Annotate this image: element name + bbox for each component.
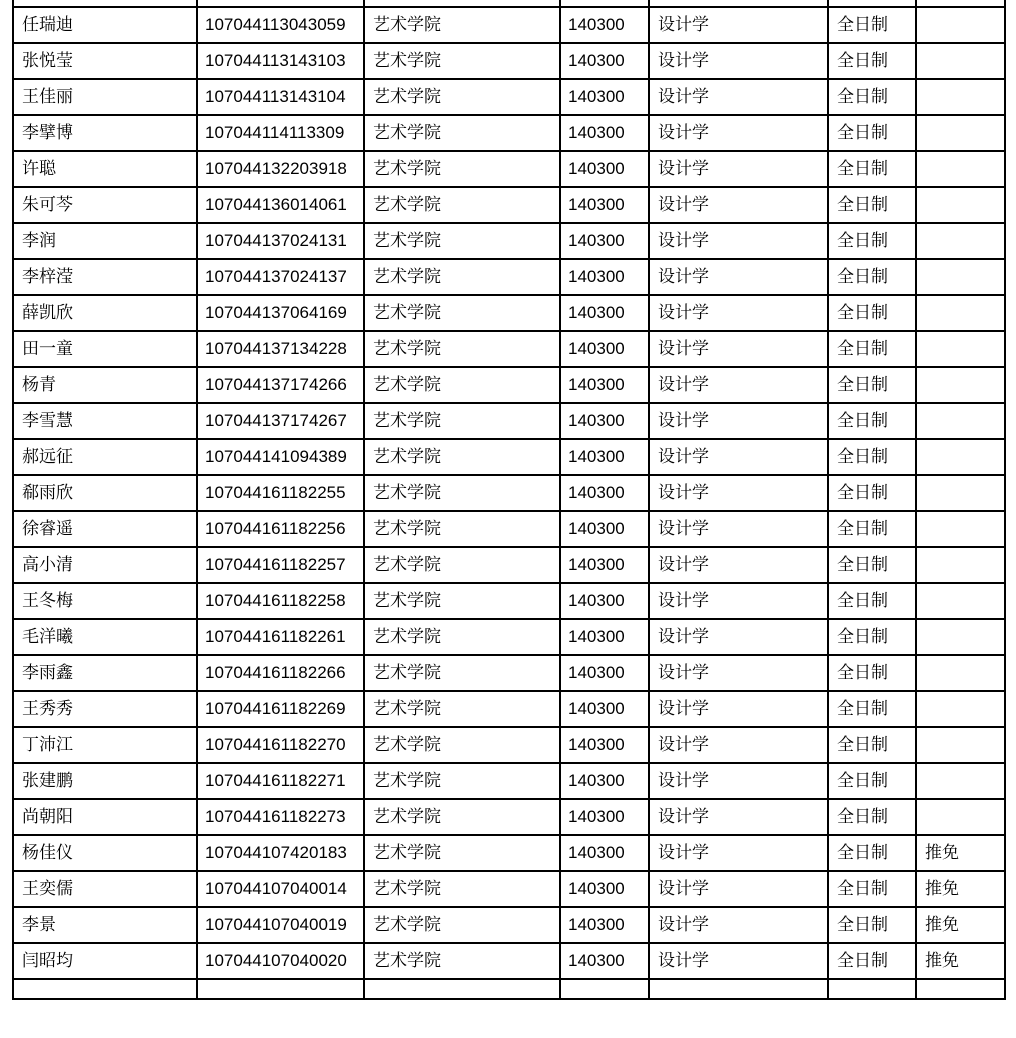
major-code-cell: 140300 (560, 259, 649, 295)
note-cell (916, 511, 1005, 547)
student-name-cell: 田一童 (13, 331, 197, 367)
major-code-cell: 140300 (560, 799, 649, 835)
college-cell: 艺术学院 (364, 619, 560, 655)
note-cell: 推免 (916, 871, 1005, 907)
table-row (13, 223, 1005, 259)
student-name-cell: 许聪 (13, 151, 197, 187)
note-cell (916, 727, 1005, 763)
study-mode-cell: 全日制 (828, 79, 916, 115)
study-mode-cell: 全日制 (828, 475, 916, 511)
note-cell (916, 691, 1005, 727)
table-cell (197, 0, 364, 7)
study-mode-cell: 全日制 (828, 835, 916, 871)
major-code-cell: 140300 (560, 79, 649, 115)
major-code-cell: 140300 (560, 7, 649, 43)
candidate-id-cell: 107044161182256 (197, 511, 364, 547)
study-mode-cell: 全日制 (828, 943, 916, 979)
table-row (13, 583, 1005, 619)
major-cell: 设计学 (649, 79, 828, 115)
major-code-cell: 140300 (560, 763, 649, 799)
major-code-cell: 140300 (560, 115, 649, 151)
major-code-cell: 140300 (560, 295, 649, 331)
candidate-id-cell: 107044161182271 (197, 763, 364, 799)
table-row-clipped-top (13, 0, 1005, 7)
student-name-cell: 薛凯欣 (13, 295, 197, 331)
major-code-cell: 140300 (560, 403, 649, 439)
table-row (13, 475, 1005, 511)
candidate-id-cell: 107044107040020 (197, 943, 364, 979)
candidate-id-cell: 107044161182273 (197, 799, 364, 835)
major-code-cell: 140300 (560, 439, 649, 475)
study-mode-cell: 全日制 (828, 7, 916, 43)
note-cell (916, 655, 1005, 691)
note-cell (916, 259, 1005, 295)
note-cell (916, 115, 1005, 151)
study-mode-cell: 全日制 (828, 151, 916, 187)
college-cell: 艺术学院 (364, 511, 560, 547)
study-mode-cell: 全日制 (828, 799, 916, 835)
major-cell: 设计学 (649, 799, 828, 835)
study-mode-cell: 全日制 (828, 691, 916, 727)
table-cell (13, 0, 197, 7)
candidate-id-cell: 107044141094389 (197, 439, 364, 475)
major-code-cell: 140300 (560, 727, 649, 763)
student-name-cell: 李雪慧 (13, 403, 197, 439)
table-cell (560, 979, 649, 999)
major-cell: 设计学 (649, 295, 828, 331)
candidate-id-cell: 107044113043059 (197, 7, 364, 43)
note-cell (916, 79, 1005, 115)
major-cell: 设计学 (649, 223, 828, 259)
table-row (13, 727, 1005, 763)
study-mode-cell: 全日制 (828, 727, 916, 763)
table-row (13, 943, 1005, 979)
note-cell (916, 547, 1005, 583)
college-cell: 艺术学院 (364, 727, 560, 763)
candidate-id-cell: 107044107040014 (197, 871, 364, 907)
college-cell: 艺术学院 (364, 691, 560, 727)
major-cell: 设计学 (649, 43, 828, 79)
major-cell: 设计学 (649, 439, 828, 475)
note-cell (916, 7, 1005, 43)
major-cell: 设计学 (649, 151, 828, 187)
major-code-cell: 140300 (560, 547, 649, 583)
student-name-cell: 尚朝阳 (13, 799, 197, 835)
major-cell: 设计学 (649, 331, 828, 367)
major-cell: 设计学 (649, 871, 828, 907)
candidate-id-cell: 107044137174267 (197, 403, 364, 439)
major-cell: 设计学 (649, 763, 828, 799)
candidate-id-cell: 107044107040019 (197, 907, 364, 943)
study-mode-cell: 全日制 (828, 223, 916, 259)
table-row (13, 403, 1005, 439)
note-cell (916, 223, 1005, 259)
study-mode-cell: 全日制 (828, 511, 916, 547)
college-cell: 艺术学院 (364, 799, 560, 835)
table-row (13, 7, 1005, 43)
table-cell (916, 979, 1005, 999)
table-row (13, 655, 1005, 691)
major-cell: 设计学 (649, 835, 828, 871)
major-cell: 设计学 (649, 727, 828, 763)
college-cell: 艺术学院 (364, 43, 560, 79)
major-code-cell: 140300 (560, 187, 649, 223)
major-code-cell: 140300 (560, 655, 649, 691)
candidate-id-cell: 107044114113309 (197, 115, 364, 151)
student-name-cell: 杨佳仪 (13, 835, 197, 871)
major-cell: 设计学 (649, 691, 828, 727)
student-name-cell: 李擘博 (13, 115, 197, 151)
note-cell (916, 619, 1005, 655)
study-mode-cell: 全日制 (828, 187, 916, 223)
table-cell (364, 0, 560, 7)
college-cell: 艺术学院 (364, 115, 560, 151)
note-cell (916, 187, 1005, 223)
note-cell (916, 403, 1005, 439)
student-name-cell: 朱可芩 (13, 187, 197, 223)
candidate-id-cell: 107044161182261 (197, 619, 364, 655)
table-cell (916, 0, 1005, 7)
student-name-cell: 李润 (13, 223, 197, 259)
table-row (13, 907, 1005, 943)
table-row (13, 547, 1005, 583)
college-cell: 艺术学院 (364, 259, 560, 295)
table-cell (649, 0, 828, 7)
college-cell: 艺术学院 (364, 367, 560, 403)
note-cell: 推免 (916, 943, 1005, 979)
candidate-id-cell: 107044137024137 (197, 259, 364, 295)
college-cell: 艺术学院 (364, 223, 560, 259)
table-row (13, 331, 1005, 367)
study-mode-cell: 全日制 (828, 547, 916, 583)
student-name-cell: 郗雨欣 (13, 475, 197, 511)
note-cell: 推免 (916, 835, 1005, 871)
major-code-cell: 140300 (560, 619, 649, 655)
major-cell: 设计学 (649, 475, 828, 511)
major-code-cell: 140300 (560, 835, 649, 871)
major-code-cell: 140300 (560, 907, 649, 943)
major-cell: 设计学 (649, 907, 828, 943)
table-cell (560, 0, 649, 7)
study-mode-cell: 全日制 (828, 619, 916, 655)
major-cell: 设计学 (649, 115, 828, 151)
candidate-id-cell: 107044137174266 (197, 367, 364, 403)
study-mode-cell: 全日制 (828, 295, 916, 331)
table-row (13, 835, 1005, 871)
study-mode-cell: 全日制 (828, 115, 916, 151)
table-row (13, 187, 1005, 223)
college-cell: 艺术学院 (364, 79, 560, 115)
student-name-cell: 李景 (13, 907, 197, 943)
candidate-id-cell: 107044132203918 (197, 151, 364, 187)
candidate-id-cell: 107044161182266 (197, 655, 364, 691)
major-code-cell: 140300 (560, 43, 649, 79)
table-cell (364, 979, 560, 999)
table-row (13, 511, 1005, 547)
student-name-cell: 王佳丽 (13, 79, 197, 115)
major-cell: 设计学 (649, 187, 828, 223)
major-cell: 设计学 (649, 259, 828, 295)
study-mode-cell: 全日制 (828, 907, 916, 943)
candidate-id-cell: 107044161182255 (197, 475, 364, 511)
major-code-cell: 140300 (560, 511, 649, 547)
student-name-cell: 李雨鑫 (13, 655, 197, 691)
college-cell: 艺术学院 (364, 295, 560, 331)
study-mode-cell: 全日制 (828, 583, 916, 619)
student-name-cell: 王秀秀 (13, 691, 197, 727)
major-cell: 设计学 (649, 655, 828, 691)
note-cell (916, 583, 1005, 619)
note-cell: 推免 (916, 907, 1005, 943)
admission-list-table (12, 0, 1006, 1000)
student-name-cell: 郝远征 (13, 439, 197, 475)
student-name-cell: 丁沛江 (13, 727, 197, 763)
table-row (13, 799, 1005, 835)
major-code-cell: 140300 (560, 871, 649, 907)
college-cell: 艺术学院 (364, 475, 560, 511)
candidate-id-cell: 107044136014061 (197, 187, 364, 223)
study-mode-cell: 全日制 (828, 439, 916, 475)
table-cell (828, 979, 916, 999)
student-name-cell: 张悦莹 (13, 43, 197, 79)
student-name-cell: 张建鹏 (13, 763, 197, 799)
college-cell: 艺术学院 (364, 655, 560, 691)
study-mode-cell: 全日制 (828, 403, 916, 439)
candidate-id-cell: 107044113143104 (197, 79, 364, 115)
note-cell (916, 367, 1005, 403)
study-mode-cell: 全日制 (828, 871, 916, 907)
note-cell (916, 331, 1005, 367)
college-cell: 艺术学院 (364, 907, 560, 943)
study-mode-cell: 全日制 (828, 367, 916, 403)
table-cell (13, 979, 197, 999)
student-name-cell: 毛洋曦 (13, 619, 197, 655)
major-code-cell: 140300 (560, 367, 649, 403)
college-cell: 艺术学院 (364, 943, 560, 979)
major-code-cell: 140300 (560, 475, 649, 511)
study-mode-cell: 全日制 (828, 763, 916, 799)
major-cell: 设计学 (649, 547, 828, 583)
admission-list-sheet (12, 0, 1004, 1000)
student-name-cell: 徐睿遥 (13, 511, 197, 547)
college-cell: 艺术学院 (364, 187, 560, 223)
student-name-cell: 杨青 (13, 367, 197, 403)
table-row (13, 871, 1005, 907)
note-cell (916, 439, 1005, 475)
college-cell: 艺术学院 (364, 331, 560, 367)
table-body (13, 0, 1005, 999)
table-cell (197, 979, 364, 999)
major-code-cell: 140300 (560, 943, 649, 979)
table-row (13, 367, 1005, 403)
note-cell (916, 151, 1005, 187)
major-cell: 设计学 (649, 7, 828, 43)
major-code-cell: 140300 (560, 691, 649, 727)
major-code-cell: 140300 (560, 223, 649, 259)
major-code-cell: 140300 (560, 331, 649, 367)
table-row (13, 439, 1005, 475)
table-row (13, 763, 1005, 799)
note-cell (916, 799, 1005, 835)
college-cell: 艺术学院 (364, 151, 560, 187)
student-name-cell: 王奕儒 (13, 871, 197, 907)
note-cell (916, 763, 1005, 799)
major-cell: 设计学 (649, 943, 828, 979)
major-code-cell: 140300 (560, 583, 649, 619)
table-row (13, 79, 1005, 115)
table-cell (828, 0, 916, 7)
study-mode-cell: 全日制 (828, 655, 916, 691)
candidate-id-cell: 107044113143103 (197, 43, 364, 79)
major-cell: 设计学 (649, 583, 828, 619)
college-cell: 艺术学院 (364, 763, 560, 799)
student-name-cell: 高小清 (13, 547, 197, 583)
table-row (13, 295, 1005, 331)
candidate-id-cell: 107044161182269 (197, 691, 364, 727)
major-cell: 设计学 (649, 367, 828, 403)
student-name-cell: 李梓滢 (13, 259, 197, 295)
note-cell (916, 475, 1005, 511)
table-row (13, 115, 1005, 151)
major-cell: 设计学 (649, 619, 828, 655)
college-cell: 艺术学院 (364, 403, 560, 439)
note-cell (916, 295, 1005, 331)
major-code-cell: 140300 (560, 151, 649, 187)
table-row (13, 43, 1005, 79)
candidate-id-cell: 107044161182270 (197, 727, 364, 763)
candidate-id-cell: 107044137064169 (197, 295, 364, 331)
candidate-id-cell: 107044137024131 (197, 223, 364, 259)
table-cell (649, 979, 828, 999)
college-cell: 艺术学院 (364, 871, 560, 907)
candidate-id-cell: 107044137134228 (197, 331, 364, 367)
study-mode-cell: 全日制 (828, 43, 916, 79)
table-row (13, 691, 1005, 727)
major-cell: 设计学 (649, 403, 828, 439)
college-cell: 艺术学院 (364, 7, 560, 43)
study-mode-cell: 全日制 (828, 331, 916, 367)
table-row (13, 151, 1005, 187)
student-name-cell: 任瑞迪 (13, 7, 197, 43)
table-row (13, 259, 1005, 295)
study-mode-cell: 全日制 (828, 259, 916, 295)
college-cell: 艺术学院 (364, 439, 560, 475)
student-name-cell: 王冬梅 (13, 583, 197, 619)
candidate-id-cell: 107044161182257 (197, 547, 364, 583)
student-name-cell: 闫昭均 (13, 943, 197, 979)
major-cell: 设计学 (649, 511, 828, 547)
note-cell (916, 43, 1005, 79)
college-cell: 艺术学院 (364, 547, 560, 583)
college-cell: 艺术学院 (364, 835, 560, 871)
candidate-id-cell: 107044161182258 (197, 583, 364, 619)
table-row-clipped-bottom (13, 979, 1005, 999)
candidate-id-cell: 107044107420183 (197, 835, 364, 871)
table-row (13, 619, 1005, 655)
college-cell: 艺术学院 (364, 583, 560, 619)
